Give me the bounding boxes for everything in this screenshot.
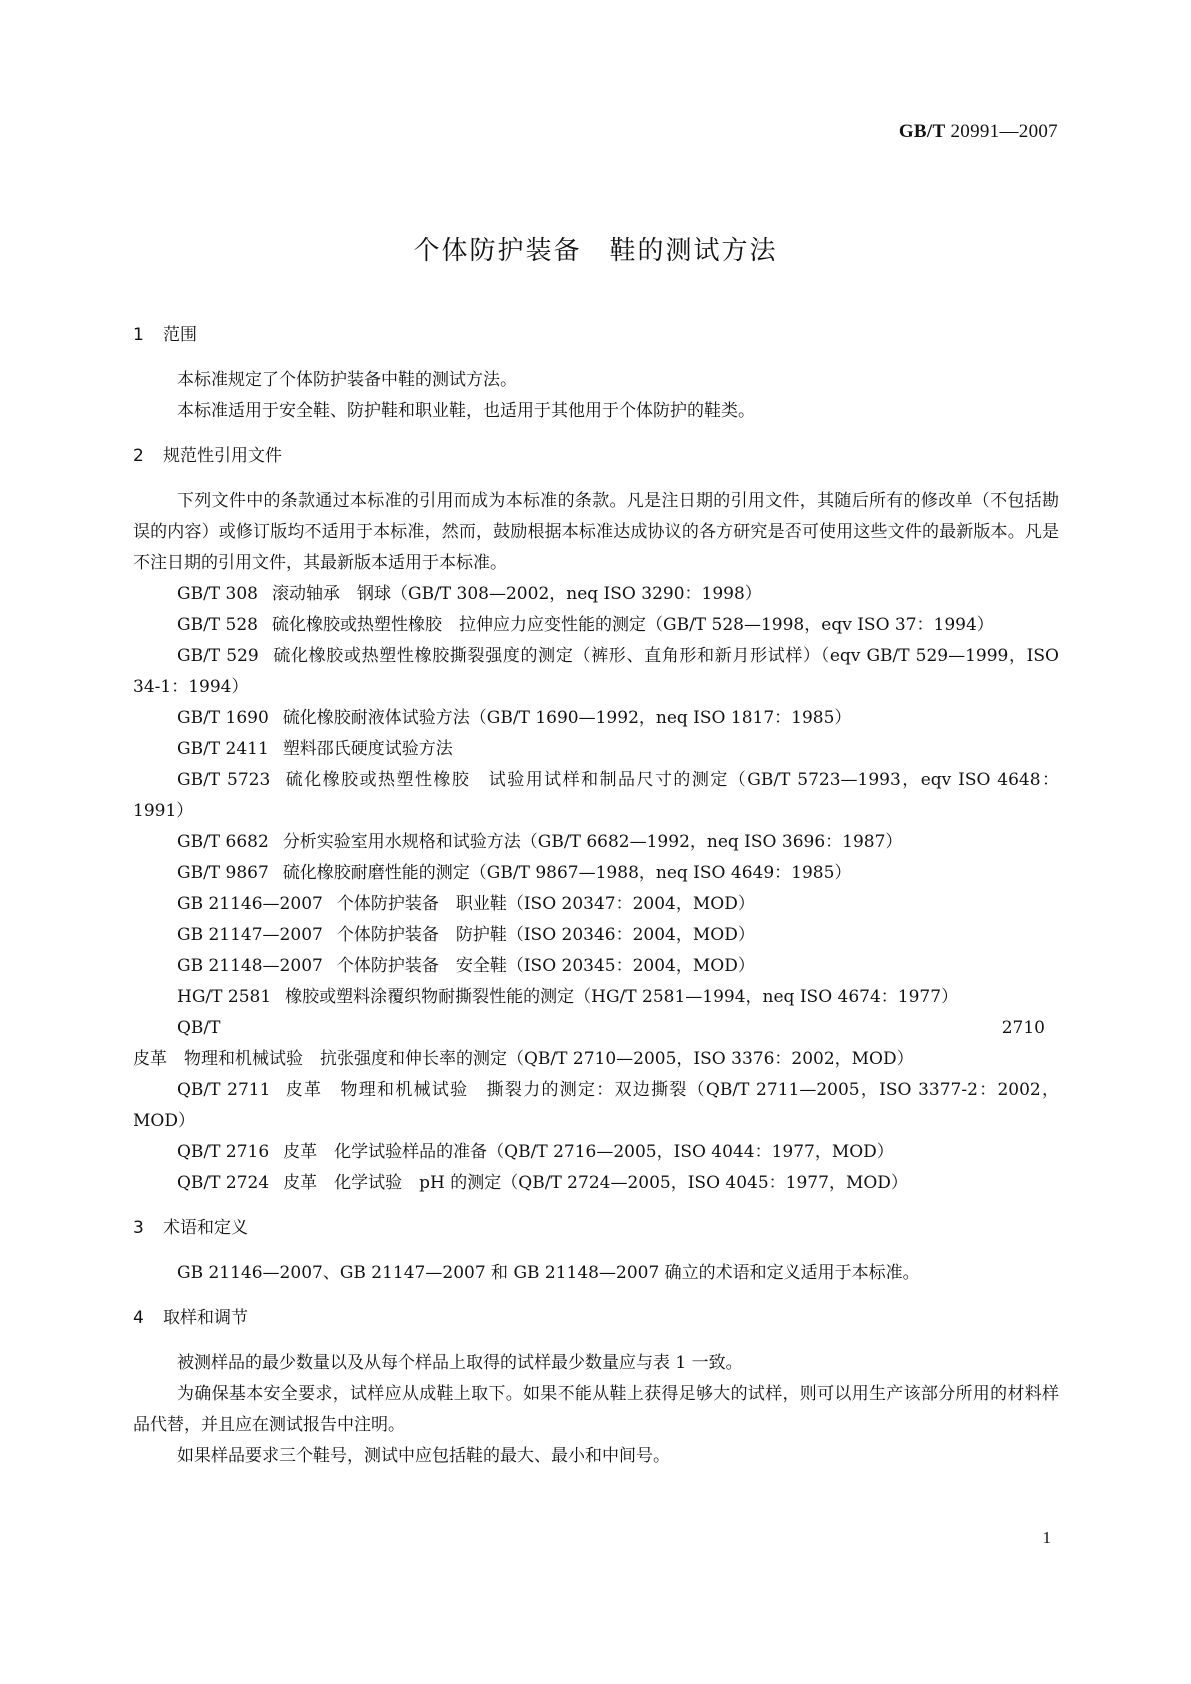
section-heading-normative-references [133,441,1059,472]
reference-code: GB/T 5723 [177,770,271,790]
section-title: 规范性引用文件 [163,446,282,466]
reference-item [133,951,1059,982]
reference-text: 皮革 物理和机械试验 抗张强度和伸长率的测定（QB/T 2710—2005，ISO 3376：2002，MOD） [133,1049,914,1069]
reference-text: 皮革 化学试验样品的准备（QB/T 2716—2005，ISO 4044：1977，MOD） [283,1142,894,1162]
section-heading-terms-definitions [133,1213,1059,1244]
reference-code: QB/T 2710 [177,1018,1045,1038]
reference-text: 个体防护装备 防护鞋（ISO 20346：2004，MOD） [336,925,755,945]
reference-code: HG/T 2581 [177,987,272,1007]
reference-item [133,920,1059,951]
reference-text: 皮革 化学试验 pH 的测定（QB/T 2724—2005，ISO 4045：1977，MOD） [283,1173,908,1193]
section-title: 取样和调节 [163,1308,248,1328]
reference-code: QB/T 2716 [177,1142,270,1162]
reference-text: 硫化橡胶或热塑性橡胶撕裂强度的测定（裤形、直角形和新月形试样）（eqv GB/T 529—1999，ISO 34-1：1994） [133,646,1059,697]
reference-text: 个体防护装备 职业鞋（ISO 20347：2004，MOD） [336,894,755,914]
page-number: 1 [1042,1528,1051,1547]
reference-code: GB/T 9867 [177,863,269,883]
paragraph: 为确保基本安全要求，试样应从成鞋上取下。如果不能从鞋上获得足够大的试样，则可以用生产该部分所用的材料样品代替，并且应在测试报告中注明。 [133,1384,1059,1435]
reference-text: 滚动轴承 钢球（GB/T 308—2002，neq ISO 3290：1998） [272,584,762,604]
reference-item [133,889,1059,920]
reference-code: GB/T 529 [177,646,259,666]
section-number: 4 [133,1308,144,1328]
reference-item [133,1075,1059,1137]
standard-code-prefix: GB/T [898,121,946,142]
reference-text: 皮革 物理和机械试验 撕裂力的测定：双边撕裂（QB/T 2711—2005，ISO 3377-2：2002，MOD） [133,1080,1059,1131]
reference-code: GB/T 2411 [177,739,269,759]
reference-item [133,579,1059,610]
reference-code: GB/T 1690 [177,708,269,728]
paragraph: 被测样品的最少数量以及从每个样品上取得的试样最少数量应与表 1 一致。 [177,1353,743,1373]
reference-text: 硫化橡胶耐液体试验方法（GB/T 1690—1992，neq ISO 1817：1985） [282,708,852,728]
reference-code: GB/T 308 [177,584,258,604]
section-title: 范围 [163,325,197,345]
reference-text: 分析实验室用水规格和试验方法（GB/T 6682—1992，neq ISO 3696：1987） [282,832,903,852]
reference-text: 硫化橡胶耐磨性能的测定（GB/T 9867—1988，neq ISO 4649：1985） [282,863,852,883]
reference-item [133,1168,1059,1199]
reference-item [133,734,1059,765]
reference-text: 个体防护装备 安全鞋（ISO 20345：2004，MOD） [336,956,755,976]
reference-code: QB/T 2711 [177,1080,271,1100]
reference-item [133,858,1059,889]
reference-item [133,641,1059,703]
reference-text: 塑料邵氏硬度试验方法 [282,739,453,759]
reference-item [133,982,1059,1013]
reference-item [133,610,1059,641]
section-title: 术语和定义 [163,1218,248,1238]
reference-code: GB 21146—2007 [177,894,323,914]
reference-text: 硫化橡胶或热塑性橡胶 拉伸应力应变性能的测定（GB/T 528—1998，eqv ISO 37：1994） [272,615,994,635]
reference-code: GB 21148—2007 [177,956,323,976]
section-heading-sampling-conditioning [133,1303,1059,1334]
paragraph: GB 21146—2007、GB 21147—2007 和 GB 21148—2007 确立的术语和定义适用于本标准。 [177,1263,920,1283]
reference-item [133,1137,1059,1168]
paragraph: 如果样品要求三个鞋号，测试中应包括鞋的最大、最小和中间号。 [177,1446,670,1466]
standard-code [899,121,1058,143]
reference-item [133,827,1059,858]
section-heading-scope [133,320,1059,351]
reference-text: 橡胶或塑料涂覆织物耐撕裂性能的测定（HG/T 2581—1994，neq ISO 4674：1977） [285,987,959,1007]
reference-item [133,703,1059,734]
paragraph: 本标准适用于安全鞋、防护鞋和职业鞋，也适用于其他用于个体防护的鞋类。 [177,401,755,421]
section-number: 3 [133,1218,144,1238]
reference-code: GB 21147—2007 [177,925,323,945]
reference-item [133,765,1059,827]
reference-code: QB/T 2724 [177,1173,270,1193]
reference-code: GB/T 6682 [177,832,269,852]
section-number: 2 [133,446,144,466]
reference-text: 硫化橡胶或热塑性橡胶 试验用试样和制品尺寸的测定（GB/T 5723—1993，eqv ISO 4648：1991） [133,770,1059,821]
paragraph: 本标准规定了个体防护装备中鞋的测试方法。 [177,370,517,390]
document-title: 个体防护装备 鞋的测试方法 [413,236,778,266]
reference-code: GB/T 528 [177,615,258,635]
document-body [133,320,1059,1472]
paragraph: 下列文件中的条款通过本标准的引用而成为本标准的条款。凡是注日期的引用文件，其随后所有的修改单（不包括勘误的内容）或修订版均不适用于本标准，然而，鼓励根据本标准达成协议的各方研究是否可使用这些文件的最新版本。凡是不注日期的引用文件，其最新版本适用于本标准。 [133,491,1059,573]
section-number: 1 [133,325,144,345]
standard-code-number: 20991—2007 [945,121,1058,142]
reference-item [133,1013,1059,1075]
